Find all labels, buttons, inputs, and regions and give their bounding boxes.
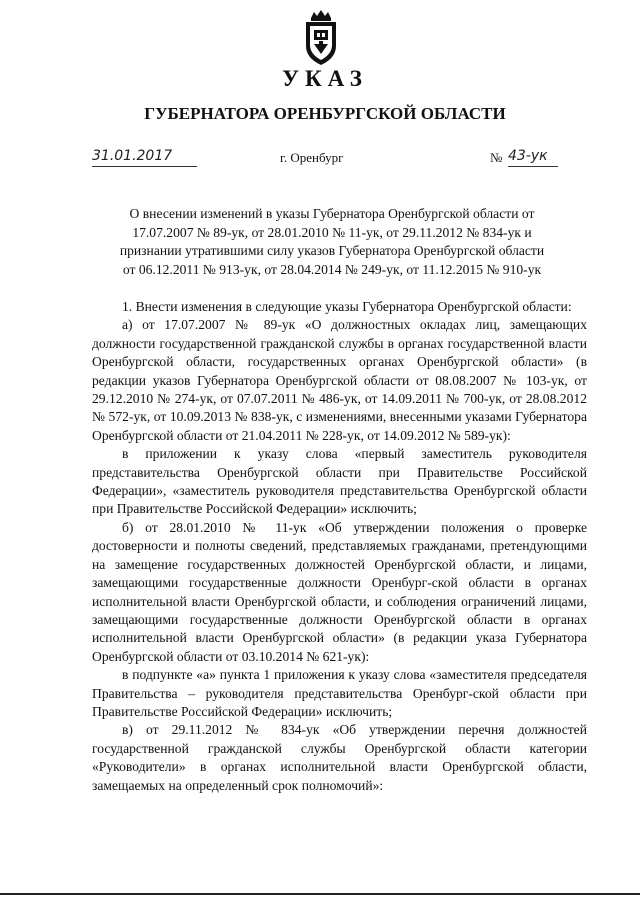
body-paragraph: б) от 28.01.2010 № 11-ук «Об утверждении положения о проверке достоверности и полноты сведений, представляемых гражданами, претендующими на замещение государственных должностей Оренбургской области, и лицами, замещающими государственные должности Оренбург-ской области в органах исполнительной власти Оренбургской области, и соблюдения ограничений лицами, замещающими государственные должности Оренбургской области в органах исполнительной власти Оренбургской области» (в редакции указа Губернатора Оренбургской области от 03.10.2014 № 621-ук): [92,519,587,664]
document-heading [92,205,572,279]
heading-line: от 06.12.2011 № 913-ук, от 28.04.2014 № 249-ук, от 11.12.2015 № 910-ук [122,261,542,277]
heading-line: признании утратившими силу указов Губернатора Оренбургской области [119,243,545,258]
body-paragraph: а) от 17.07.2007 № 89-ук «О должностных окладах лиц, замещающих должности государственной гражданской службы в органах государственной власти Оренбургской области, государственных органах Оренбургской области» (в редакции указов Губернатора Оренбургской области от 08.08.2007 № 103-ук, от 29.12.2010 № 274-ук, от 07.07.2011 № 486-ук, от 14.09.2011 № 700-ук, от 28.08.2012 № 572-ук, от 10.09.2013 № 838-ук, с изменениями, внесенными указами Губернатора Оренбургской области от 21.04.2011 № 228-ук, от 14.09.2012 № 589-ук): [92,317,587,443]
coat-of-arms-icon [297,8,345,68]
body-paragraph: в подпункте «а» пункта 1 приложения к указу слова «заместителя председателя Правительства – руководителя представительства Оренбург-ской области при Правительстве Российской Федерации» исключить; [92,667,587,719]
document-title: УКАЗ [282,66,368,91]
document-date: 31.01.2017 [92,148,197,167]
body-paragraph: в) от 29.11.2012 № 834-ук «Об утверждении перечня должностей государственной гражданской службы Оренбургской области категории «Руководители» в органах исполнительной власти Оренбургской области, замещаемых на определенный срок полномочий»: [92,722,587,793]
document-body [92,298,587,795]
body-paragraph: в приложении к указу слова «первый заместитель руководителя представительства Оренбургской области при Правительстве Российской Федерации», «заместитель руководителя представительства Оренбургской области при Правительстве Российской Федерации» исключить; [92,446,587,517]
document-issuer: ГУБЕРНАТОРА ОРЕНБУРГСКОЙ ОБЛАСТИ [144,104,506,123]
document-number-label: № [490,150,503,165]
body-paragraph: 1. Внести изменения в следующие указы Губернатора Оренбургской области: [122,299,572,314]
page-bottom-divider [0,893,640,895]
document-number: 43-ук [508,148,558,167]
document-city: г. Оренбург [280,150,344,165]
heading-line: О внесении изменений в указы Губернатора Оренбургской области от [129,206,535,221]
heading-line: 17.07.2007 № 89-ук, от 28.01.2010 № 11-ук, от 29.11.2012 № 834-ук и [132,224,532,240]
